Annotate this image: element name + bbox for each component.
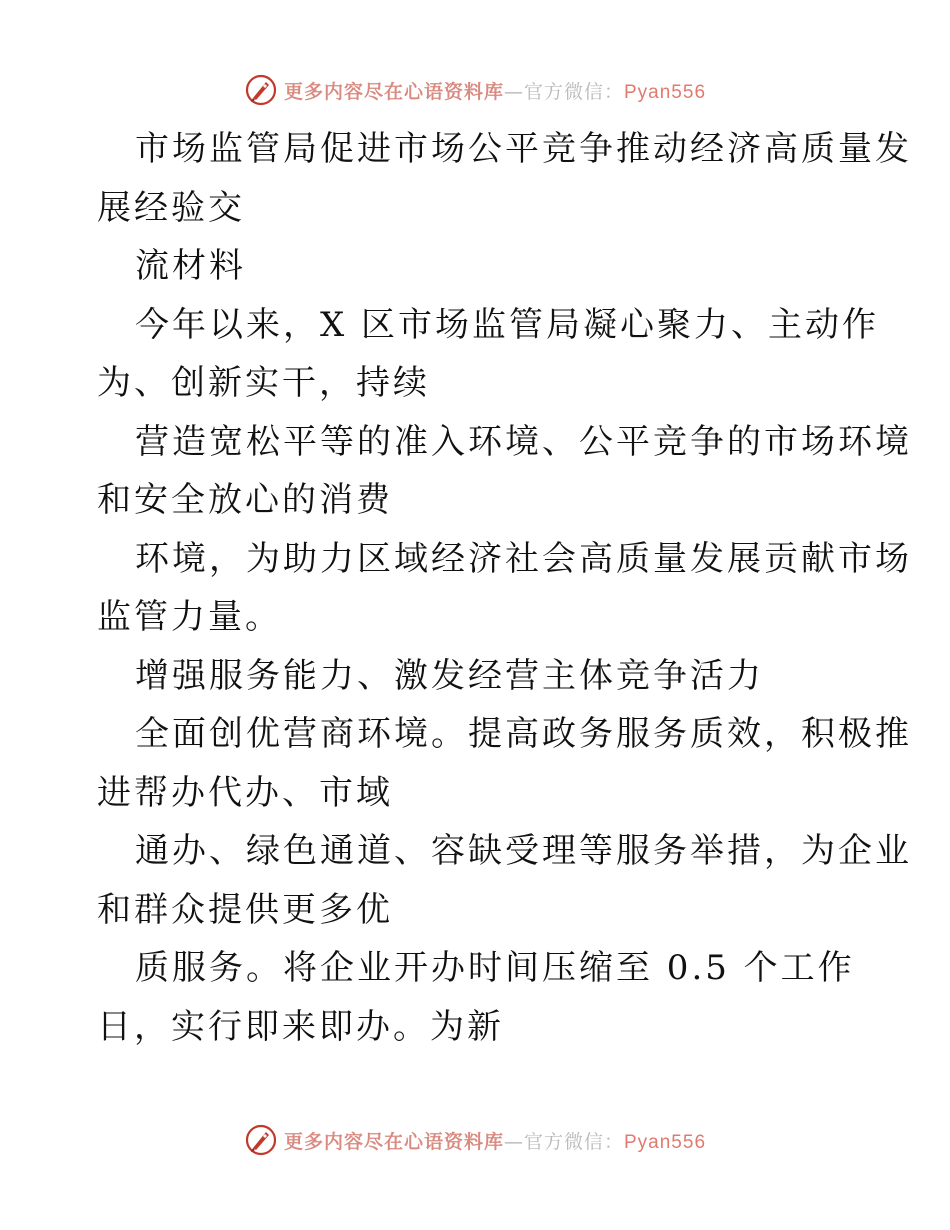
banner-wechat-label: 官方微信：	[523, 80, 624, 103]
banner-separator: —	[503, 80, 524, 103]
text-line: 流材料	[135, 246, 246, 286]
text-line: 和群众提供更多优	[97, 889, 393, 930]
text-line: 为、创新实干，持续	[97, 363, 430, 403]
text-line: 全面创优营商环境。提高政务服务质效，积极推	[135, 714, 912, 754]
quill-pen-logo-icon	[244, 1123, 278, 1157]
text-line: 增强服务能力、激发经营主体竞争活力	[135, 655, 764, 696]
header-banner	[0, 70, 950, 110]
text-line: 进帮办代办、市域	[97, 772, 393, 813]
banner-wechat-id: Pyan556	[624, 81, 707, 103]
banner-brand: 更多内容尽在心语资料库	[283, 1130, 504, 1153]
text-line: 监管力量。	[97, 597, 282, 637]
banner-wechat-label: 官方微信：	[523, 1130, 624, 1153]
text-line: 日，实行即来即办。为新	[97, 1006, 504, 1047]
banner-text	[284, 1127, 706, 1154]
footer-banner	[0, 1120, 950, 1160]
text-line: 今年以来，X 区市场监管局凝心聚力、主动作	[135, 304, 880, 345]
banner-wechat-id: Pyan556	[624, 1131, 707, 1153]
text-line: 质服务。将企业开办时间压缩至 0.5 个工作	[135, 948, 855, 988]
banner-brand: 更多内容尽在心语资料库	[283, 80, 504, 103]
text-line: 营造宽松平等的准入环境、公平竞争的市场环境	[135, 421, 912, 462]
text-line: 市场监管局促进市场公平竞争推动经济高质量发	[135, 129, 912, 169]
text-line: 和安全放心的消费	[97, 480, 393, 520]
quill-pen-logo-icon	[244, 73, 278, 107]
text-line: 通办、绿色通道、容缺受理等服务举措，为企业	[135, 831, 912, 871]
banner-text	[284, 77, 706, 104]
text-line: 环境，为助力区域经济社会高质量发展贡献市场	[135, 538, 912, 579]
banner-separator: —	[503, 1130, 524, 1153]
text-line: 展经验交	[97, 187, 245, 228]
document-body	[97, 120, 912, 1056]
